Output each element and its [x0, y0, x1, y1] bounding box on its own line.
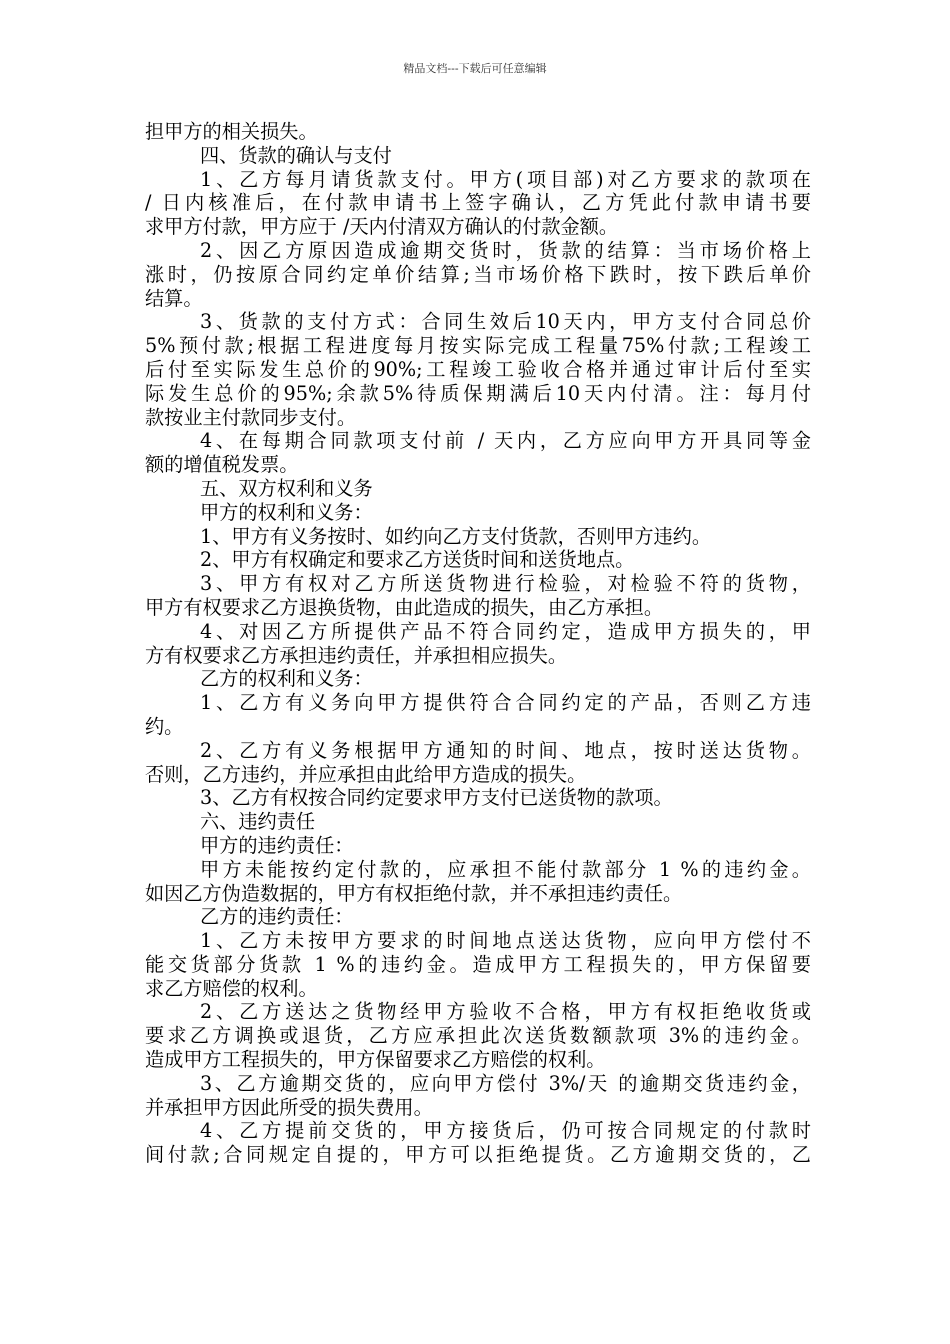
text-line: 3、货款的支付方式：合同生效后10天内，甲方支付合同总价	[200, 310, 811, 334]
text-line: 1、乙方未按甲方要求的时间地点送达货物，应向甲方偿付不	[200, 929, 811, 953]
text-line: 求乙方赔偿的权利。	[145, 976, 318, 1000]
text-line: 涨时，仍按原合同约定单价结算;当市场价格下跌时，按下跌后单价	[145, 262, 811, 286]
text-line: 造成甲方工程损失的，甲方保留要求乙方赔偿的权利。	[145, 1048, 606, 1072]
text-line: 3、乙方有权按合同约定要求甲方支付已送货物的款项。	[200, 786, 673, 810]
text-line: 2、乙方送达之货物经甲方验收不合格，甲方有权拒绝收货或	[200, 1000, 811, 1024]
text-line: 4、对因乙方所提供产品不符合同约定，造成甲方损失的，甲	[200, 619, 811, 643]
text-line: 要求乙方调换或退货，乙方应承担此次送货数额款项 3%的违约金。	[145, 1024, 811, 1048]
text-line: 乙方的权利和义务：	[200, 667, 373, 691]
text-line: 4、乙方提前交货的，甲方接货后，仍可按合同规定的付款时	[200, 1119, 811, 1143]
text-line: 1、甲方有义务按时、如约向乙方支付货款，否则甲方违约。	[200, 524, 712, 548]
text-line: 后付至实际发生总价的90%;工程竣工验收合格并通过审计后付至实	[145, 357, 811, 381]
text-line: 五、双方权利和义务	[200, 476, 373, 500]
text-line: 担甲方的相关损失。	[145, 120, 318, 143]
text-line: 间付款;合同规定自提的，甲方可以拒绝提货。乙方逾期交货的，乙	[145, 1143, 811, 1167]
contract-body	[145, 120, 811, 1167]
page-header: 精品文档---下载后可任意编辑	[403, 62, 547, 75]
text-line: / 日内核准后，在付款申请书上签字确认，乙方凭此付款申请书要	[145, 191, 811, 215]
text-line: 乙方的违约责任：	[200, 905, 354, 929]
text-line: 甲方未能按约定付款的，应承担不能付款部分 1 %的违约金。	[200, 857, 811, 881]
text-line: 3、乙方逾期交货的，应向甲方偿付 3%/天 的逾期交货违约金，	[200, 1071, 811, 1095]
text-line: 际发生总价的95%;余款5%待质保期满后10天内付清。注：每月付	[145, 381, 811, 405]
text-line: 甲方的权利和义务：	[200, 500, 373, 524]
text-line: 求甲方付款，甲方应于 /天内付清双方确认的付款金额。	[145, 215, 619, 239]
text-line: 方有权要求乙方承担违约责任，并承担相应损失。	[145, 643, 568, 667]
text-line: 5%预付款;根据工程进度每月按实际完成工程量75%付款;工程竣工	[145, 334, 811, 358]
text-line: 2、乙方有义务根据甲方通知的时间、地点，按时送达货物。	[200, 738, 811, 762]
text-line: 如因乙方伪造数据的，甲方有权拒绝付款，并不承担违约责任。	[145, 881, 683, 905]
text-line: 六、违约责任	[200, 810, 316, 834]
text-line: 1、乙方每月请货款支付。甲方(项目部)对乙方要求的款项在	[200, 167, 811, 191]
text-line: 3、甲方有权对乙方所送货物进行检验，对检验不符的货物，	[200, 572, 811, 596]
text-line: 4、在每期合同款项支付前 / 天内，乙方应向甲方开具同等金	[200, 429, 811, 453]
text-line: 甲方的违约责任：	[200, 833, 354, 857]
text-line: 四、货款的确认与支付	[200, 143, 392, 167]
text-line: 款按业主付款同步支付。	[145, 405, 357, 429]
text-line: 1、乙方有义务向甲方提供符合合同约定的产品，否则乙方违	[200, 691, 811, 715]
text-line: 结算。	[145, 286, 203, 310]
text-line: 2、因乙方原因造成逾期交货时，货款的结算：当市场价格上	[200, 238, 811, 262]
text-line: 约。	[145, 714, 184, 738]
text-line: 否则，乙方违约，并应承担由此给甲方造成的损失。	[145, 762, 587, 786]
text-line: 甲方有权要求乙方退换货物，由此造成的损失，由乙方承担。	[145, 595, 664, 619]
text-line: 额的增值税发票。	[145, 453, 299, 477]
text-line: 能交货部分货款 1 %的违约金。造成甲方工程损失的，甲方保留要	[145, 952, 811, 976]
text-line: 2、甲方有权确定和要求乙方送货时间和送货地点。	[200, 548, 635, 572]
text-line: 并承担甲方因此所受的损失费用。	[145, 1095, 433, 1119]
